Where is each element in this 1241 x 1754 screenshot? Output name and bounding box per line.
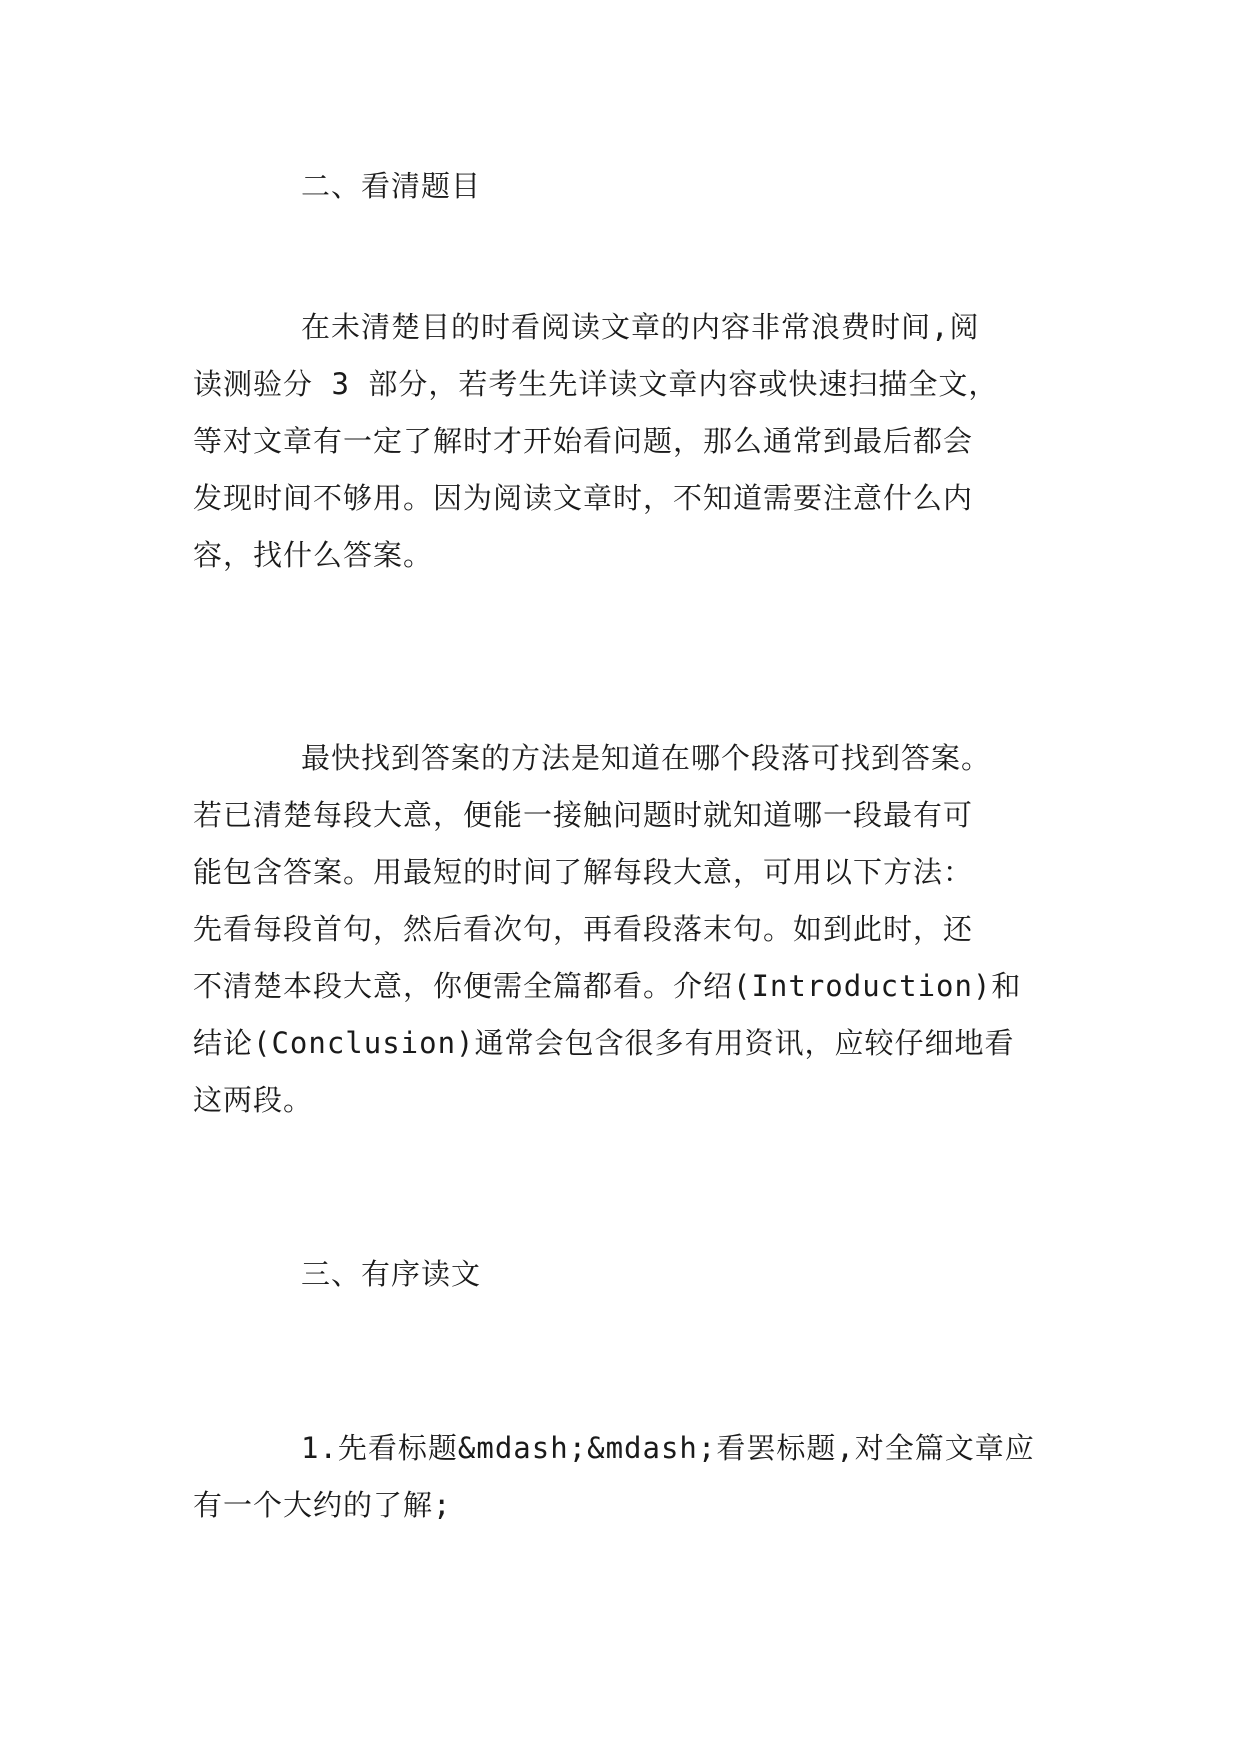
section-heading-2: 二、看清题目 [301,169,482,203]
paragraph-1-line-2: 读测验分 3 部分，若考生先详读文章内容或快速扫描全文， [193,367,999,401]
section-heading-3: 三、有序读文 [301,1257,482,1291]
paragraph-1-line-5: 容，找什么答案。 [193,538,434,572]
paragraph-2-line-1: 最快找到答案的方法是知道在哪个段落可找到答案。 [301,741,992,775]
paragraph-1-line-1: 在未清楚目的时看阅读文章的内容非常浪费时间,阅 [301,310,980,344]
paragraph-2-line-3: 能包含答案。用最短的时间了解每段大意，可用以下方法： [193,855,974,889]
paragraph-2-line-6: 结论(Conclusion)通常会包含很多有用资讯，应较仔细地看 [193,1026,1015,1060]
paragraph-2-line-4: 先看每段首句，然后看次句，再看段落末句。如到此时，还 [193,912,974,946]
paragraph-2-line-2: 若已清楚每段大意，便能一接触问题时就知道哪一段最有可 [193,798,974,832]
paragraph-3-line-1: 1.先看标题&mdash;&mdash;看罢标题,对全篇文章应 [301,1431,1035,1465]
paragraph-2-line-7: 这两段。 [193,1083,314,1117]
paragraph-2-line-5: 不清楚本段大意，你便需全篇都看。介绍(Introduction)和 [193,969,1022,1003]
paragraph-3-line-2: 有一个大约的了解; [193,1488,452,1522]
paragraph-1-line-4: 发现时间不够用。因为阅读文章时，不知道需要注意什么内 [193,481,974,515]
paragraph-1-line-3: 等对文章有一定了解时才开始看问题，那么通常到最后都会 [193,424,974,458]
